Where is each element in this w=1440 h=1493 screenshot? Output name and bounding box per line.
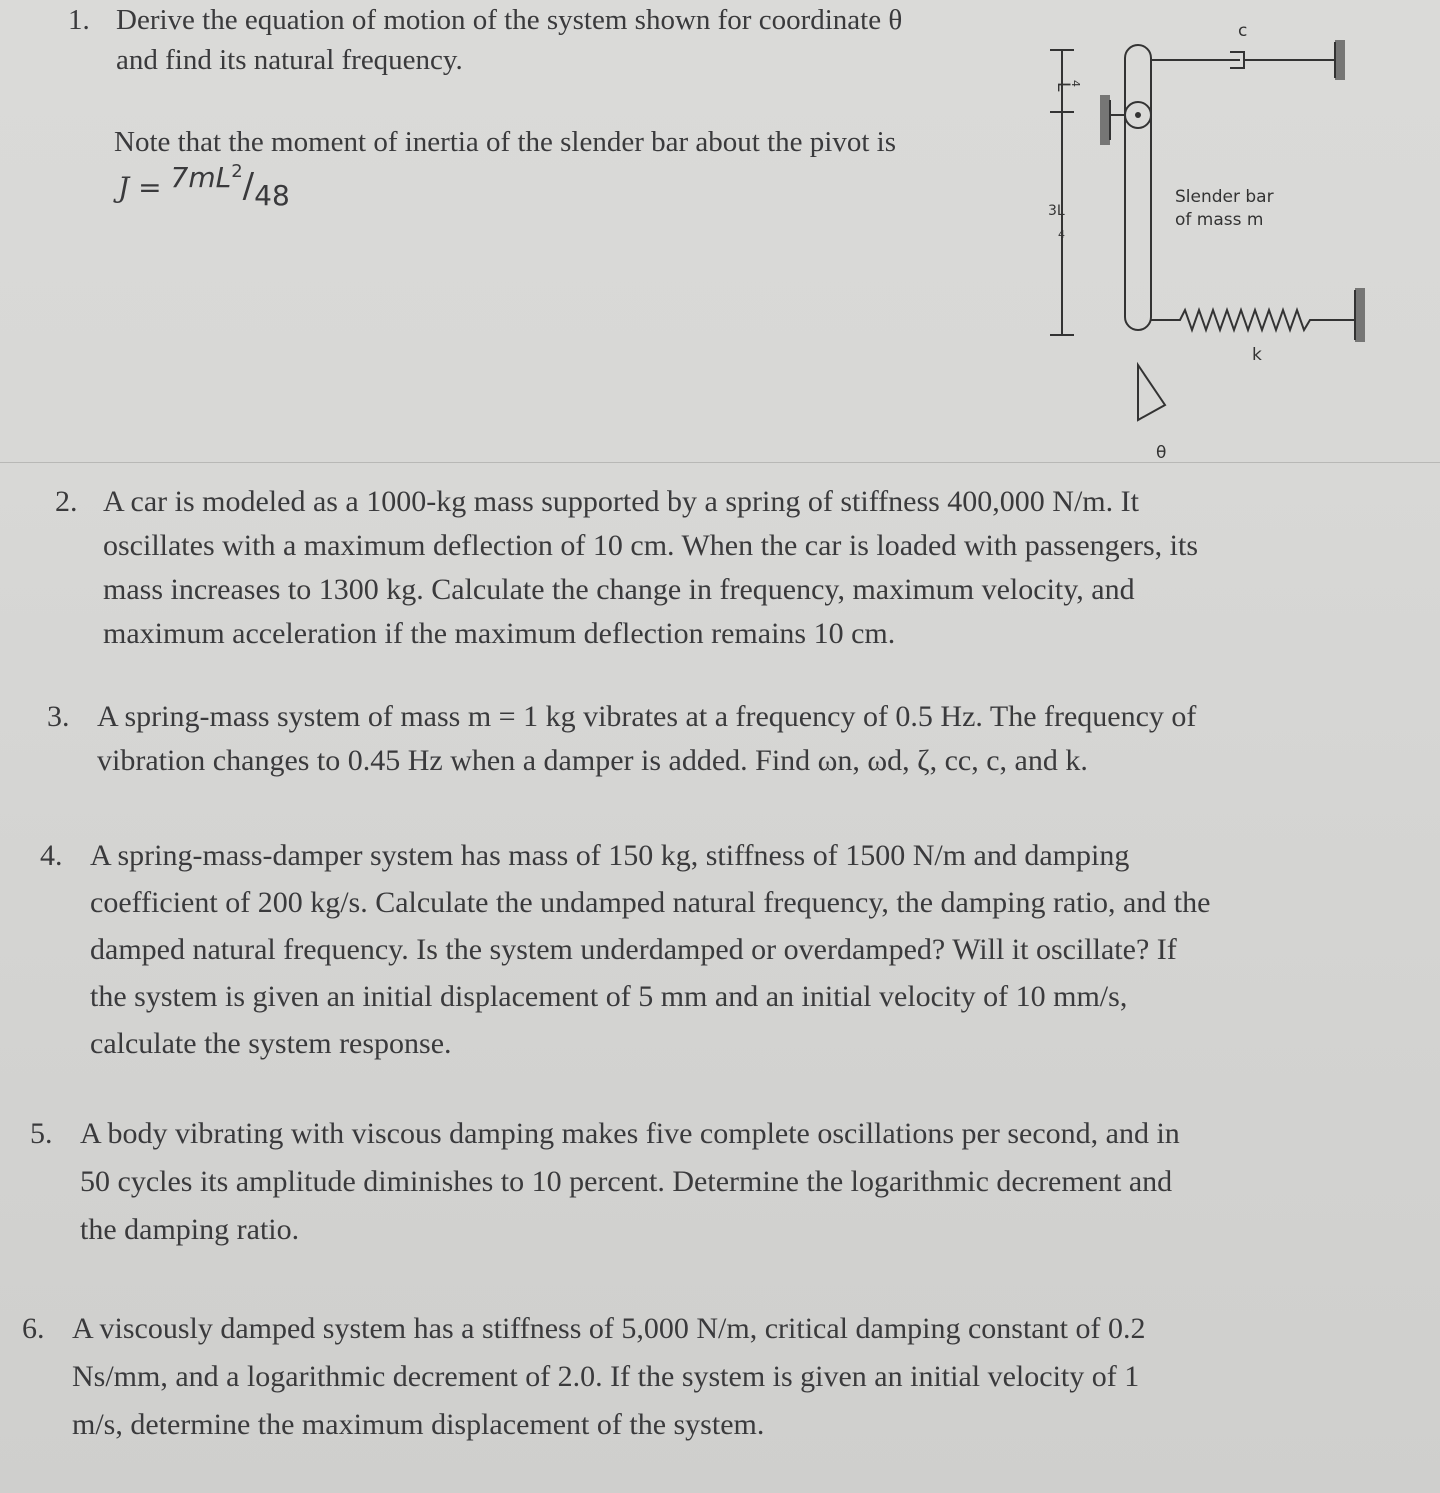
problem-line: A spring-mass-damper system has mass of 150 kg, stiffness of 1500 N/m and damping	[90, 839, 1130, 872]
section-divider	[0, 462, 1440, 463]
spring-wall-hatch	[1355, 288, 1365, 342]
dimension-bottom-denominator: 4	[1058, 228, 1065, 241]
problem-line: vibration changes to 0.45 Hz when a damper is added. Find ωn, ωd, ζ, cc, c, and k.	[97, 744, 1088, 777]
problem-number: 2.	[55, 485, 78, 518]
dimension-top-denominator: 4	[1069, 80, 1082, 87]
problem-line: mass increases to 1300 kg. Calculate the change in frequency, maximum velocity, and	[103, 573, 1135, 606]
inertia-formula	[118, 160, 290, 212]
problem-line: A body vibrating with viscous damping makes five complete oscillations per second, and in	[80, 1117, 1180, 1150]
pivot-wall-hatch	[1100, 95, 1110, 145]
damper-wall-hatch	[1335, 40, 1345, 80]
problem-line: Derive the equation of motion of the system shown for coordinate θ	[116, 4, 903, 36]
problem-line: 50 cycles its amplitude diminishes to 10 percent. Determine the logarithmic decrement and	[80, 1165, 1173, 1198]
spring-label: k	[1252, 345, 1262, 365]
problem-line: Ns/mm, and a logarithmic decrement of 2.0. If the system is given an initial velocity of 1	[72, 1360, 1140, 1393]
problem-line: m/s, determine the maximum displacement of the system.	[72, 1408, 765, 1441]
dimension-top-label: L	[1053, 82, 1073, 92]
formula-lhs: J	[118, 171, 130, 204]
problem-line: A car is modeled as a 1000-kg mass supported by a spring of stiffness 400,000 N/m. It	[103, 485, 1139, 518]
problem-line: the system is given an initial displacement of 5 mm and an initial velocity of 10 mm/s,	[90, 980, 1128, 1013]
problem-number: 3.	[47, 700, 70, 733]
problem-number: 1.	[68, 4, 90, 36]
problem-number: 6.	[22, 1312, 45, 1345]
problem-line: coefficient of 200 kg/s. Calculate the undamped natural frequency, the damping ratio, and the	[90, 886, 1211, 919]
inertia-note: Note that the moment of inertia of the slender bar about the pivot is	[114, 126, 896, 158]
problem-line: calculate the system response.	[90, 1027, 452, 1060]
dimension-bottom-label: 3L	[1048, 203, 1065, 219]
problem-number: 4.	[40, 839, 63, 872]
bar-label-line1: Slender bar	[1175, 187, 1274, 207]
problem-line: maximum acceleration if the maximum deflection remains 10 cm.	[103, 617, 896, 650]
formula-eq: =	[138, 171, 162, 204]
problem-line: A viscously damped system has a stiffness of 5,000 N/m, critical damping constant of 0.2	[72, 1312, 1146, 1345]
problem-line: A spring-mass system of mass m = 1 kg vibrates at a frequency of 0.5 Hz. The frequency of	[97, 700, 1197, 733]
formula-slash: /	[242, 166, 255, 206]
formula-exponent: 2	[231, 160, 243, 182]
bar-label-line2: of mass m	[1175, 210, 1264, 230]
spring	[1151, 310, 1355, 330]
slender-bar	[1125, 45, 1151, 330]
angle-label: θ	[1156, 443, 1167, 460]
problem-line: the damping ratio.	[80, 1213, 300, 1246]
problem-number: 5.	[30, 1117, 53, 1150]
angle-marker	[1138, 365, 1165, 420]
problem-line: oscillates with a maximum deflection of 10 cm. When the car is loaded with passengers, its	[103, 529, 1198, 562]
problem-line: damped natural frequency. Is the system underdamped or overdamped? Will it oscillate? If	[90, 933, 1177, 966]
formula-numerator: 7mL	[170, 161, 232, 194]
pendulum-diagram	[1030, 20, 1380, 460]
formula-denominator: 48	[254, 179, 290, 212]
damper-label: c	[1238, 21, 1248, 41]
problem-line: and find its natural frequency.	[116, 44, 463, 76]
